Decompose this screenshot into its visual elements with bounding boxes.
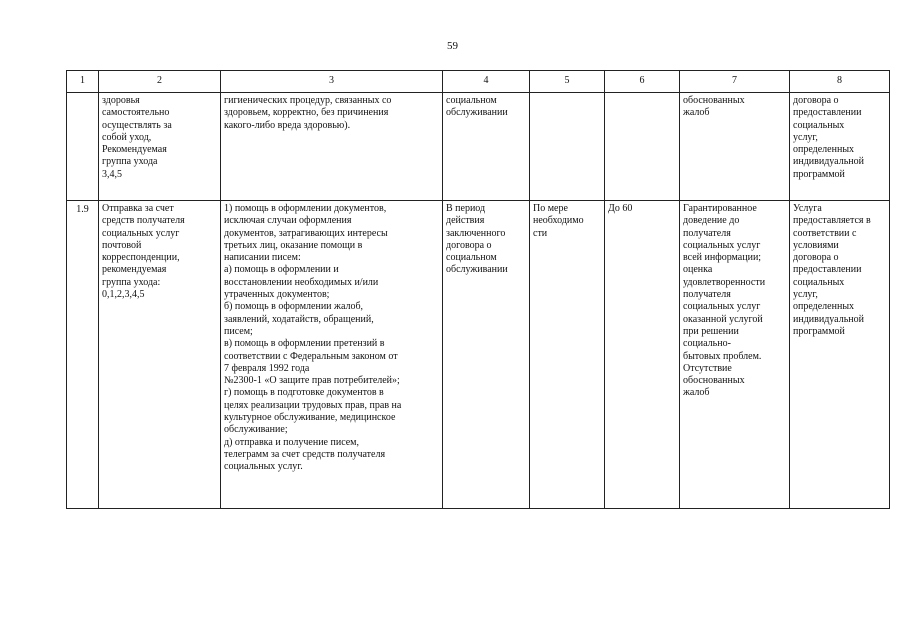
services-table bbox=[66, 70, 890, 509]
column-header-6: 6 bbox=[605, 71, 680, 93]
quality-indicators-cell: Гарантированное доведение до получателя социальных услуг всей информации; оценка удовлетворенности получателя социальных услуг оказанной услугой при решении социально- бытовых проблем. Отсутствие обоснованных жалоб bbox=[680, 201, 790, 509]
service-description-cell: 1) помощь в оформлении документов, исключая случаи оформления документов, затрагивающих интересы третьих лиц, оказание помощи в написании писем: а) помощь в оформлении и восстановлении необходимых и/или утраченных документов; б) помощь в оформлении жалоб, заявлений, ходатайств, обращений, писем; в) помощь в оформлении претензий в соответствии с Федеральным законом от 7 февраля 1992 года №2300-1 «О защите прав потребителей»; г) помощь в подготовке документов в целях реализации трудовых прав, прав на культурное обслуживание, медицинское обслуживание; д) отправка и получение писем, телеграмм за счет средств получателя социальных услуг. bbox=[221, 201, 443, 509]
column-header-1: 1 bbox=[67, 71, 99, 93]
service-description-cell: гигиенических процедур, связанных со здоровьем, корректно, без причинения какого-либо вреда здоровью). bbox=[221, 93, 443, 201]
service-duration-cell: До 60 bbox=[605, 201, 680, 509]
service-period-cell: социальном обслуживании bbox=[443, 93, 530, 201]
service-duration-cell bbox=[605, 93, 680, 201]
provision-conditions-cell: договора о предоставлении социальных услуг, определенных индивидуальной программой bbox=[790, 93, 890, 201]
row-number-cell: 1.9 bbox=[67, 201, 99, 509]
column-header-2: 2 bbox=[99, 71, 221, 93]
row-number-cell bbox=[67, 93, 99, 201]
service-period-cell: В период действия заключенного договора о социальном обслуживании bbox=[443, 201, 530, 509]
column-header-3: 3 bbox=[221, 71, 443, 93]
column-header-4: 4 bbox=[443, 71, 530, 93]
service-frequency-cell bbox=[530, 93, 605, 201]
page-number: 59 bbox=[447, 40, 458, 52]
column-header-8: 8 bbox=[790, 71, 890, 93]
service-name-cell: Отправка за счет средств получателя социальных услуг почтовой корреспонденции, рекомендуемая группа ухода: 0,1,2,3,4,5 bbox=[99, 201, 221, 509]
table-row bbox=[67, 201, 890, 509]
table-row bbox=[67, 93, 890, 201]
service-frequency-cell: По мере необходимо сти bbox=[530, 201, 605, 509]
table-header-row bbox=[67, 71, 890, 93]
provision-conditions-cell: Услуга предоставляется в соответствии с условиями договора о предоставлении социальных услуг, определенных индивидуальной программой bbox=[790, 201, 890, 509]
column-header-5: 5 bbox=[530, 71, 605, 93]
service-name-cell: здоровья самостоятельно осуществлять за собой уход, Рекомендуемая группа ухода 3,4,5 bbox=[99, 93, 221, 201]
quality-indicators-cell: обоснованных жалоб bbox=[680, 93, 790, 201]
column-header-7: 7 bbox=[680, 71, 790, 93]
